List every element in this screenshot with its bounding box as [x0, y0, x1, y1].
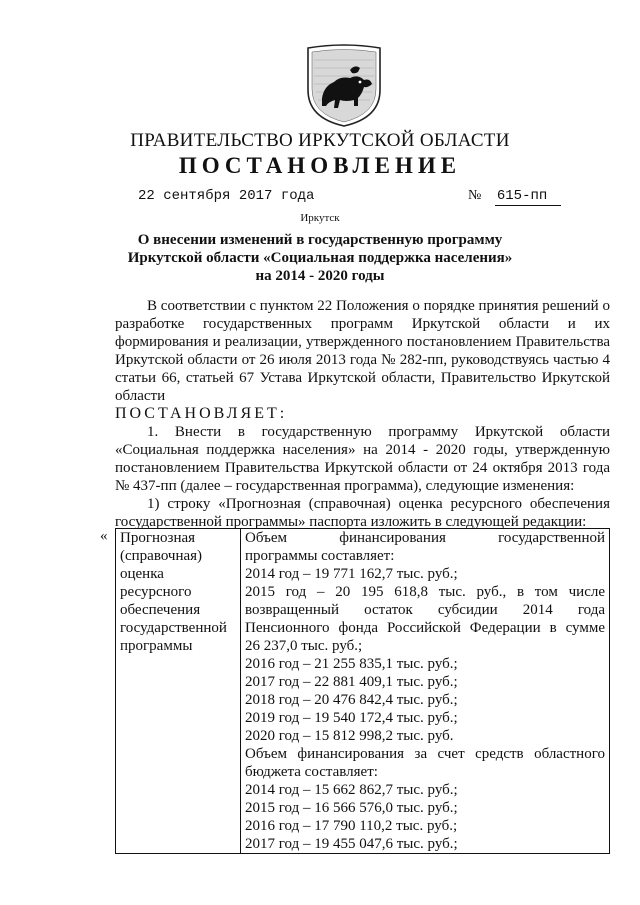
document-number: 615-пп [495, 188, 561, 206]
content-line: 2020 год – 15 812 998,2 тыс. руб. [245, 728, 454, 744]
table-row [116, 529, 610, 854]
document-date: 22 сентября 2017 года [138, 188, 315, 204]
paragraph-item-1-1: 1) строку «Прогнозная (справочная) оценка ресурсного обеспечения государственной программы» паспорта изложить в следующей редакции: [115, 496, 610, 530]
content-line: Объем финансирования государственной [245, 530, 605, 546]
content-line: 2019 год – 19 540 172,4 тыс. руб.; [245, 710, 458, 726]
number-sign: № [468, 188, 482, 203]
content-line: 2018 год – 20 476 842,4 тыс. руб.; [245, 692, 458, 708]
content-line: возвращенный остаток субсидии 2014 года [245, 602, 605, 618]
title-line-1: О внесении изменений в государственную программу [137, 232, 503, 248]
content-line: 2015 год – 20 195 618,8 тыс. руб., в том числе [245, 584, 605, 600]
content-line: 2016 год – 21 255 835,1 тыс. руб.; [245, 656, 458, 672]
content-line: 2017 год – 22 881 409,1 тыс. руб.; [245, 674, 458, 690]
document-body [115, 297, 610, 531]
table-cell-content [241, 529, 610, 854]
coat-of-arms-icon [300, 40, 388, 128]
title-line-2: Иркутской области «Социальная поддержка населения» [127, 250, 513, 266]
content-line: 2014 год – 19 771 162,7 тыс. руб.; [245, 566, 458, 582]
document-number-block [468, 188, 561, 206]
document-title [80, 231, 560, 285]
content-line: Пенсионного фонда Российской Федерации в сумме [245, 620, 605, 636]
document-type: ПОСТАНОВЛЕНИЕ [178, 153, 462, 178]
government-name: ПРАВИТЕЛЬСТВО ИРКУТСКОЙ ОБЛАСТИ [130, 130, 510, 151]
content-line: программы составляет: [245, 548, 395, 564]
content-line: Объем финансирования за счет средств областного [245, 746, 605, 762]
content-line: 2014 год – 15 662 862,7 тыс. руб.; [245, 782, 458, 798]
paragraph-preamble: В соответствии с пунктом 22 Положения о порядке принятия решений о разработке государственных программ Иркутской области и их формирования и реализации, утвержденного постановлением Правительства Иркутской области от 26 июля 2013 года № 282-пп, руководствуясь частью 4 статьи 66, статьей 67 Устава Иркутской области, Правительство Иркутской области [115, 298, 610, 404]
passport-table [115, 528, 610, 854]
content-line: 2017 год – 19 455 047,6 тыс. руб.; [245, 836, 458, 852]
resolves-heading: ПОСТАНОВЛЯЕТ: [115, 405, 288, 422]
title-line-3: на 2014 - 2020 годы [255, 268, 385, 284]
table-cell-label: Прогнозная (справочная) оценка ресурсного обеспечения государственной программы [116, 529, 241, 854]
opening-quote: « [100, 528, 108, 544]
content-line: бюджета составляет: [245, 764, 378, 780]
content-line: 2016 год – 17 790 110,2 тыс. руб.; [245, 818, 458, 834]
city: Иркутск [300, 212, 340, 224]
content-line: 2015 год – 16 566 576,0 тыс. руб.; [245, 800, 458, 816]
content-line: 26 237,0 тыс. руб.; [245, 638, 363, 654]
paragraph-item-1: 1. Внести в государственную программу Иркутской области «Социальная поддержка населения» на 2014 - 2020 годы, утвержденную постановлением Правительства Иркутской области от 24 октября 2013 года № 437-пп (далее – государственная программа), следующие изменения: [115, 424, 610, 494]
